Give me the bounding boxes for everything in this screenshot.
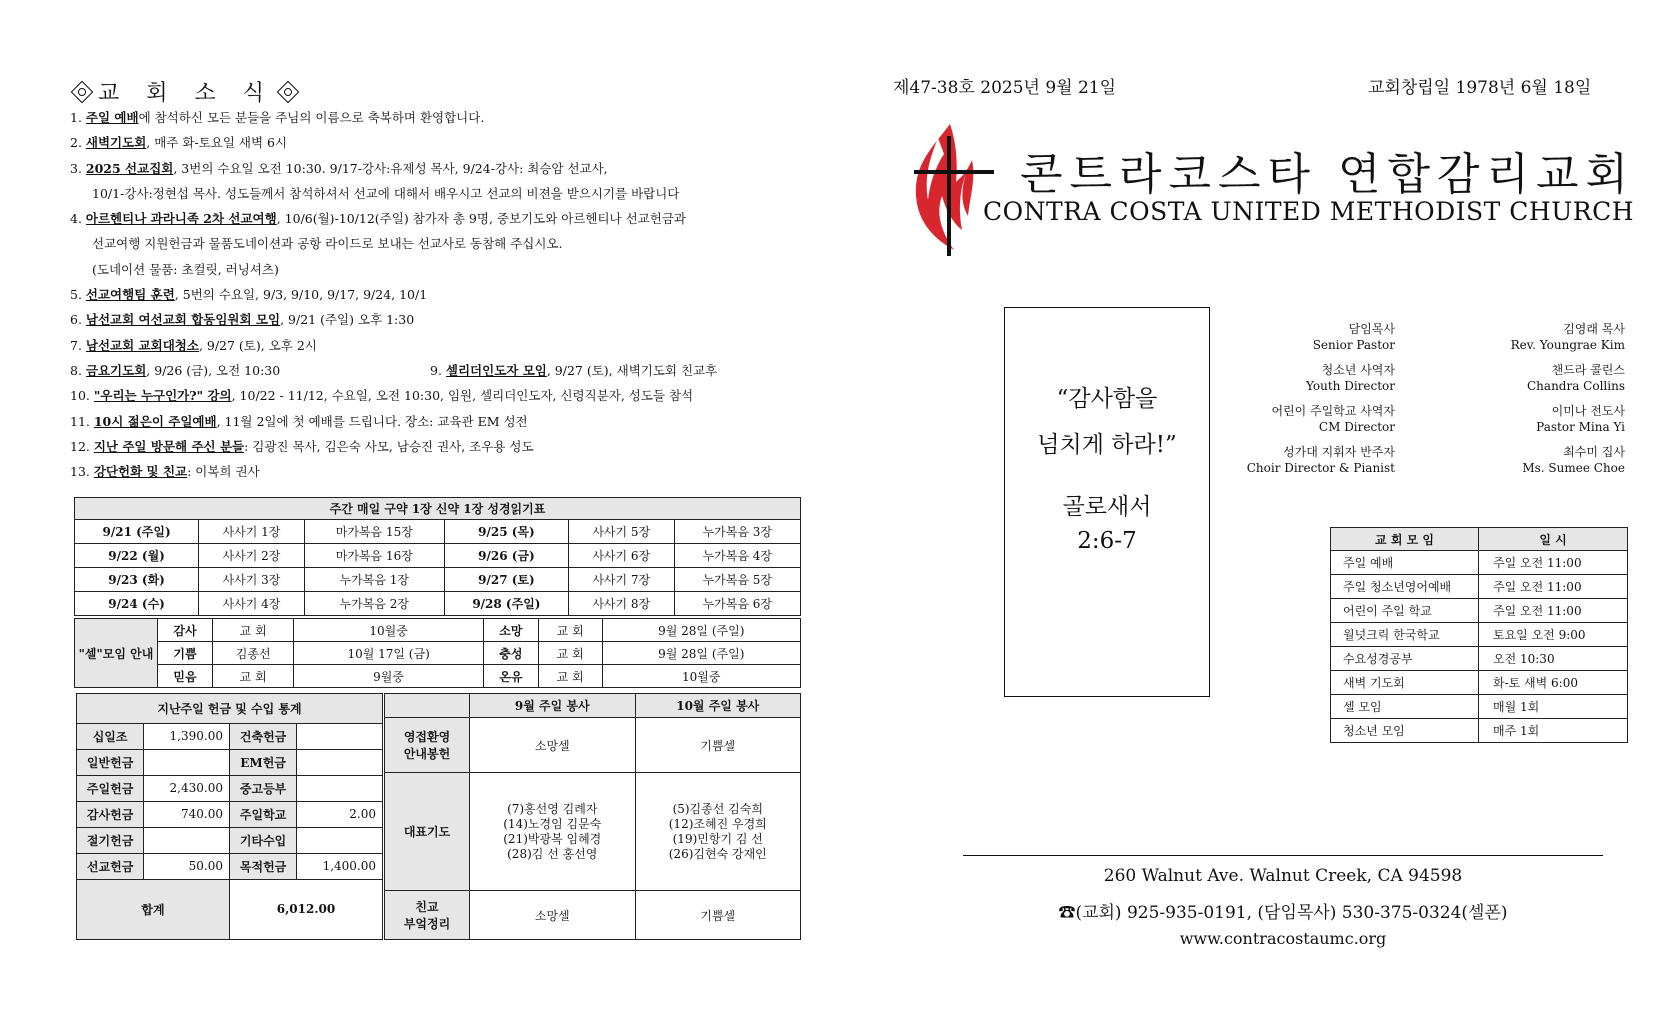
news-item-number: 4.: [70, 211, 86, 227]
reading-date: 9/22 (월): [75, 543, 199, 567]
fellowship-oct: 기쁨셀: [635, 891, 801, 940]
news-item: [70, 358, 790, 383]
offering-total-amount: 6,012.00: [229, 879, 382, 939]
meeting-name: 어린이 주일 학교: [1331, 599, 1479, 623]
meeting-time: 매월 1회: [1479, 695, 1628, 719]
reading-row: [75, 591, 801, 615]
news-item-text: : 이복희 권사: [187, 464, 260, 480]
offering-category: EM헌금: [229, 749, 296, 775]
news-item-heading: 남선교회 교회대청소: [85, 337, 199, 353]
news-item-number: 6.: [70, 312, 86, 328]
church-address: 260 Walnut Ave. Walnut Creek, CA 94598: [1103, 866, 1463, 886]
meeting-time: 주일 오전 11:00: [1479, 551, 1628, 575]
meeting-head-name: 교 회 모 임: [1331, 528, 1479, 551]
prayer-entry: (7)홍선영 김례자: [507, 801, 598, 816]
reading-chapter: 누가복음 1장: [304, 567, 444, 591]
meeting-name: 셀 모임: [1331, 695, 1479, 719]
meeting-row: [1331, 623, 1628, 647]
cell-group-info: 9월 28일 (주일): [602, 619, 801, 642]
offering-amount: [297, 723, 383, 749]
reading-chapter: 사사기 2장: [199, 543, 305, 567]
news-item-heading: 셀리더인도자 모임: [445, 362, 547, 378]
church-news-list: [70, 105, 790, 484]
news-item-heading: "우리는 누구인가?" 강의: [93, 388, 232, 404]
meeting-name: 주일 청소년영어예배: [1331, 575, 1479, 599]
reading-chapter: 사사기 8장: [568, 591, 674, 615]
news-item-heading: 아르헨티나 과라니족 2차 선교여행: [85, 211, 277, 227]
offering-amount: 1,390.00: [144, 723, 230, 749]
meeting-row: [1331, 719, 1628, 743]
meeting-name: 월넛크릭 한국학교: [1331, 623, 1479, 647]
verse-line-1: “감사함을: [1056, 386, 1158, 412]
reading-date: 9/25 (목): [444, 519, 568, 543]
reading-chapter: 누가복음 6장: [674, 591, 800, 615]
staff-name: Rev. Youngrae Kim: [1510, 338, 1625, 352]
church-name-korean: 콘트라코스타 연합감리교회: [1020, 149, 1636, 200]
service-table: [384, 693, 801, 940]
offering-amount: 2.00: [297, 801, 383, 827]
meeting-time: 주일 오전 11:00: [1479, 599, 1628, 623]
reading-chapter: 마가복음 16장: [304, 543, 444, 567]
reading-date: 9/26 (금): [444, 543, 568, 567]
prayer-label: 대표기도: [385, 773, 470, 891]
news-item-number: 2.: [70, 135, 86, 151]
cell-group-info: 교 회: [538, 665, 602, 688]
news-item: [70, 181, 790, 206]
news-item-text: , 9/27 (토), 새벽기도회 친교후: [546, 362, 718, 378]
news-item: [70, 105, 790, 130]
offering-row: [77, 775, 383, 801]
reading-chapter: 마가복음 15장: [304, 519, 444, 543]
news-item-number: 10.: [70, 388, 94, 404]
offering-amount: [297, 775, 383, 801]
offering-category: 주일학교: [229, 801, 296, 827]
prayer-entry: (21)박광복 임혜경: [503, 831, 602, 846]
offering-category: 감사헌금: [77, 801, 144, 827]
prayer-sep-list: [470, 773, 636, 891]
news-item-number: 5.: [70, 287, 86, 303]
news-item-heading: 강단헌화 및 친교: [93, 464, 188, 480]
reading-chapter: 누가복음 3장: [674, 519, 800, 543]
news-item: [70, 206, 790, 231]
offering-row: [77, 801, 383, 827]
church-news-title: 교 회 소 식: [68, 76, 304, 107]
issue-date: 제47-38호 2025년 9월 21일: [893, 78, 1117, 98]
reading-date: 9/21 (주일): [75, 519, 199, 543]
meeting-time: 오전 10:30: [1479, 647, 1628, 671]
news-item-text: 에 참석하신 모든 분들을 주님의 이름으로 축복하며 환영합니다.: [138, 110, 485, 125]
cell-row: [75, 619, 801, 642]
offering-category: 건축헌금: [229, 723, 296, 749]
fellowship-sep: 소망셀: [470, 891, 636, 940]
meeting-row: [1331, 575, 1628, 599]
news-item-text: , 11월 2일에 첫 예배를 드립니다. 장소: 교육관 EM 성전: [216, 413, 528, 429]
offering-amount: 50.00: [144, 853, 230, 879]
offering-total-label: 합계: [77, 879, 230, 939]
reading-row: [75, 543, 801, 567]
reading-chapter: 누가복음 5장: [674, 567, 800, 591]
prayer-entry: (5)김종선 김숙희: [672, 801, 763, 816]
reading-date: 9/27 (토): [444, 567, 568, 591]
staff-name: Pastor Mina Yi: [1536, 420, 1625, 434]
cell-group-name: 믿음: [158, 665, 213, 688]
theme-verse-box: [1004, 307, 1210, 697]
cell-group-info: 10월중: [602, 665, 801, 688]
staff-role: 어린이 주일학교 사역자: [1271, 404, 1395, 418]
offering-amount: 1,400.00: [297, 853, 383, 879]
news-item: [70, 383, 790, 408]
news-item: [70, 156, 790, 181]
cell-group-name: 기쁨: [158, 642, 213, 665]
fellowship-label: 친교 부엌정리: [385, 891, 470, 940]
greeting-label: 영접환영 안내봉헌: [385, 718, 470, 773]
cell-group-name: 소망: [483, 619, 538, 642]
reading-date: 9/23 (화): [75, 567, 199, 591]
offering-total-row: [77, 879, 383, 939]
news-item-number: 11.: [70, 413, 94, 429]
staff-role: Youth Director: [1306, 379, 1395, 393]
church-name-english: CONTRA COSTA UNITED METHODIST CHURCH: [983, 197, 1635, 226]
offering-category: 중고등부: [229, 775, 296, 801]
staff-name: Chandra Collins: [1527, 379, 1625, 393]
reading-row: [75, 519, 801, 543]
news-item-number: 1.: [70, 110, 86, 125]
reading-chapter: 사사기 3장: [199, 567, 305, 591]
meeting-name: 청소년 모임: [1331, 719, 1479, 743]
church-phone: ☎(교회) 925-935-0191, (담임목사) 530-375-0324(셀폰): [1058, 903, 1508, 923]
staff-role: Choir Director & Pianist: [1246, 461, 1395, 475]
offering-amount: 2,430.00: [144, 775, 230, 801]
prayer-oct-list: [635, 773, 801, 891]
cell-group-info: 10월 17일 (금): [294, 642, 483, 665]
sep-service-title: 9월 주일 봉사: [470, 694, 636, 718]
reading-chapter: 누가복음 2장: [304, 591, 444, 615]
staff-name: 최수미 집사: [1563, 445, 1625, 459]
offering-title: 지난주일 헌금 및 수입 통계: [77, 694, 383, 724]
offering-row: [77, 723, 383, 749]
offering-category: 주일헌금: [77, 775, 144, 801]
prayer-entry: (19)민항기 김 선: [672, 831, 763, 846]
church-website[interactable]: www.contracostaumc.org: [1179, 929, 1387, 948]
reading-row: [75, 567, 801, 591]
reading-chapter: 사사기 7장: [568, 567, 674, 591]
offering-table: [76, 693, 383, 940]
news-item-text: , 3번의 수요일 오전 10:30. 9/17-강사:유제성 목사, 9/24-강사: 최승암 선교사,: [173, 160, 608, 176]
news-item-text: , 9/27 (토), 오후 2시: [198, 337, 317, 353]
meeting-schedule-table: [1330, 527, 1628, 743]
meeting-row: [1331, 551, 1628, 575]
staff-name: Ms. Sumee Choe: [1522, 461, 1625, 475]
cell-meeting-label: "셀"모임 안내: [75, 619, 158, 688]
news-item-second: [430, 358, 717, 383]
news-item-heading: 남선교회 여선교회 합동임원회 모임: [85, 312, 281, 328]
meeting-head-time: 일 시: [1479, 528, 1628, 551]
news-item-heading: 주일 예배: [85, 110, 139, 125]
news-item-heading: 2025 선교집회: [85, 160, 174, 176]
cell-row: [75, 665, 801, 688]
reading-chapter: 누가복음 4장: [674, 543, 800, 567]
meeting-name: 주일 예배: [1331, 551, 1479, 575]
meeting-time: 매주 1회: [1479, 719, 1628, 743]
news-item-text: : 김광진 목사, 김은숙 사모, 남승진 권사, 조우용 성도: [244, 438, 534, 454]
offering-amount: [297, 827, 383, 853]
cell-group-info: 10월중: [294, 619, 483, 642]
cell-group-name: 온유: [483, 665, 538, 688]
news-item: [70, 257, 790, 282]
meeting-name: 수요성경공부: [1331, 647, 1479, 671]
offering-row: [77, 853, 383, 879]
offering-category: 일반헌금: [77, 749, 144, 775]
reading-chapter: 사사기 4장: [199, 591, 305, 615]
prayer-entry: (12)조혜진 우경희: [668, 816, 767, 831]
oct-service-title: 10월 주일 봉사: [635, 694, 801, 718]
news-item: [70, 459, 790, 484]
cell-group-info: 교 회: [538, 619, 602, 642]
news-item-text: 선교여행 지원헌금과 물품도네이션과 공항 라이드로 보내는 선교사로 동참해 주십시오.: [92, 236, 563, 252]
meeting-row: [1331, 599, 1628, 623]
offering-category: 선교헌금: [77, 853, 144, 879]
news-item: [70, 231, 790, 256]
reading-date: 9/28 (주일): [444, 591, 568, 615]
reading-date: 9/24 (수): [75, 591, 199, 615]
staff-role: 담임목사: [1348, 322, 1395, 336]
staff-name: 챈드라 콜린스: [1551, 363, 1625, 377]
greeting-sep: 소망셀: [470, 718, 636, 773]
offering-category: 목적헌금: [229, 853, 296, 879]
news-item-text: , 10/22 - 11/12, 수요일, 오전 10:30, 임원, 셀리더인도자, 신령직분자, 성도들 참석: [231, 388, 694, 404]
offering-category: 십일조: [77, 723, 144, 749]
news-item-text: , 매주 화-토요일 새벽 6시: [146, 135, 288, 151]
news-item-number: 7.: [70, 337, 86, 353]
offering-category: 절기헌금: [77, 827, 144, 853]
reading-table-title: 주간 매일 구약 1장 신약 1장 성경읽기표: [75, 498, 801, 520]
greeting-oct: 기쁨셀: [635, 718, 801, 773]
verse-line-2: 넘치게 하라!”: [1037, 432, 1177, 458]
news-item: [70, 434, 790, 459]
diamond-ornament-icon: [71, 80, 94, 103]
news-item: [70, 282, 790, 307]
news-item-number: 9.: [430, 362, 446, 378]
founding-date: 교회창립일 1978년 6월 18일: [1368, 78, 1592, 98]
news-item-text: 10/1-강사:정현섭 목사. 성도들께서 참석하셔서 선교에 대해서 배우시고 선교의 비젼을 받으시기를 바랍니다: [92, 185, 680, 201]
staff-role: 청소년 사역자: [1321, 363, 1395, 377]
reading-chapter: 사사기 6장: [568, 543, 674, 567]
news-item: [70, 130, 790, 155]
news-item-text: , 5번의 수요일, 9/3, 9/10, 9/17, 9/24, 10/1: [174, 287, 428, 303]
news-item-number: 8.: [70, 362, 86, 378]
offering-category: 기타수입: [229, 827, 296, 853]
news-item-text: , 9/21 (주일) 오후 1:30: [280, 312, 415, 328]
prayer-entry: (26)김현숙 강재인: [668, 846, 767, 861]
news-item-number: 3.: [70, 160, 86, 176]
meeting-row: [1331, 695, 1628, 719]
cell-group-info: 김종선: [213, 642, 294, 665]
news-item: [70, 307, 790, 332]
cell-row: [75, 642, 801, 665]
reading-chapter: 사사기 1장: [199, 519, 305, 543]
offering-amount: [144, 827, 230, 853]
news-item-text: (도네이션 물품: 초컬릿, 러닝셔츠): [92, 261, 279, 277]
cell-group-name: 감사: [158, 619, 213, 642]
offering-amount: [297, 749, 383, 775]
news-item-heading: 선교여행팀 훈련: [85, 287, 175, 303]
cross-and-flame-logo-icon: [910, 118, 996, 258]
news-item-heading: 새벽기도회: [85, 135, 147, 151]
verse-reference: 2:6-7: [1077, 528, 1137, 554]
meeting-name: 새벽 기도회: [1331, 671, 1479, 695]
staff-role: Senior Pastor: [1312, 338, 1395, 352]
cell-group-info: 교 회: [213, 665, 294, 688]
footer-divider: [963, 855, 1603, 856]
news-item-number: 13.: [70, 464, 94, 480]
offering-amount: [144, 749, 230, 775]
cell-group-name: 충성: [483, 642, 538, 665]
meeting-time: 토요일 오전 9:00: [1479, 623, 1628, 647]
meeting-time: 화-토 새벽 6:00: [1479, 671, 1628, 695]
news-item-text: , 9/26 (금), 오전 10:30: [146, 362, 281, 378]
offering-row: [77, 827, 383, 853]
news-item: [70, 333, 790, 358]
news-item-number: 12.: [70, 438, 94, 454]
cell-meeting-table: [74, 618, 801, 688]
cell-group-info: 9월중: [294, 665, 483, 688]
meeting-row: [1331, 647, 1628, 671]
news-item-heading: 10시 젊은이 주일예배: [93, 413, 217, 429]
staff-role: 성가대 지휘자 반주자: [1283, 445, 1395, 459]
offering-row: [77, 749, 383, 775]
news-item-heading: 금요기도회: [85, 362, 147, 378]
cell-group-info: 교 회: [213, 619, 294, 642]
offering-amount: 740.00: [144, 801, 230, 827]
news-item: [70, 409, 790, 434]
cell-group-info: 9월 28일 (주일): [602, 642, 801, 665]
staff-name: 김영래 목사: [1563, 322, 1625, 336]
reading-chapter: 사사기 5장: [568, 519, 674, 543]
staff-name: 이미나 전도사: [1551, 404, 1625, 418]
cell-group-info: 교 회: [538, 642, 602, 665]
diamond-ornament-icon: [277, 80, 300, 103]
news-item-text: , 10/6(월)-10/12(주일) 참가자 총 9명, 중보기도와 아르헨티나 선교헌금과: [276, 211, 686, 227]
bible-reading-table: [74, 497, 801, 616]
news-item-heading: 지난 주일 방문해 주신 분들: [93, 438, 245, 454]
prayer-entry: (14)노경임 김문숙: [503, 816, 602, 831]
meeting-row: [1331, 671, 1628, 695]
staff-role: CM Director: [1318, 420, 1395, 434]
prayer-entry: (28)김 선 홍선영: [507, 846, 598, 861]
verse-book: 골로새서: [1062, 494, 1152, 520]
meeting-time: 주일 오전 11:00: [1479, 575, 1628, 599]
